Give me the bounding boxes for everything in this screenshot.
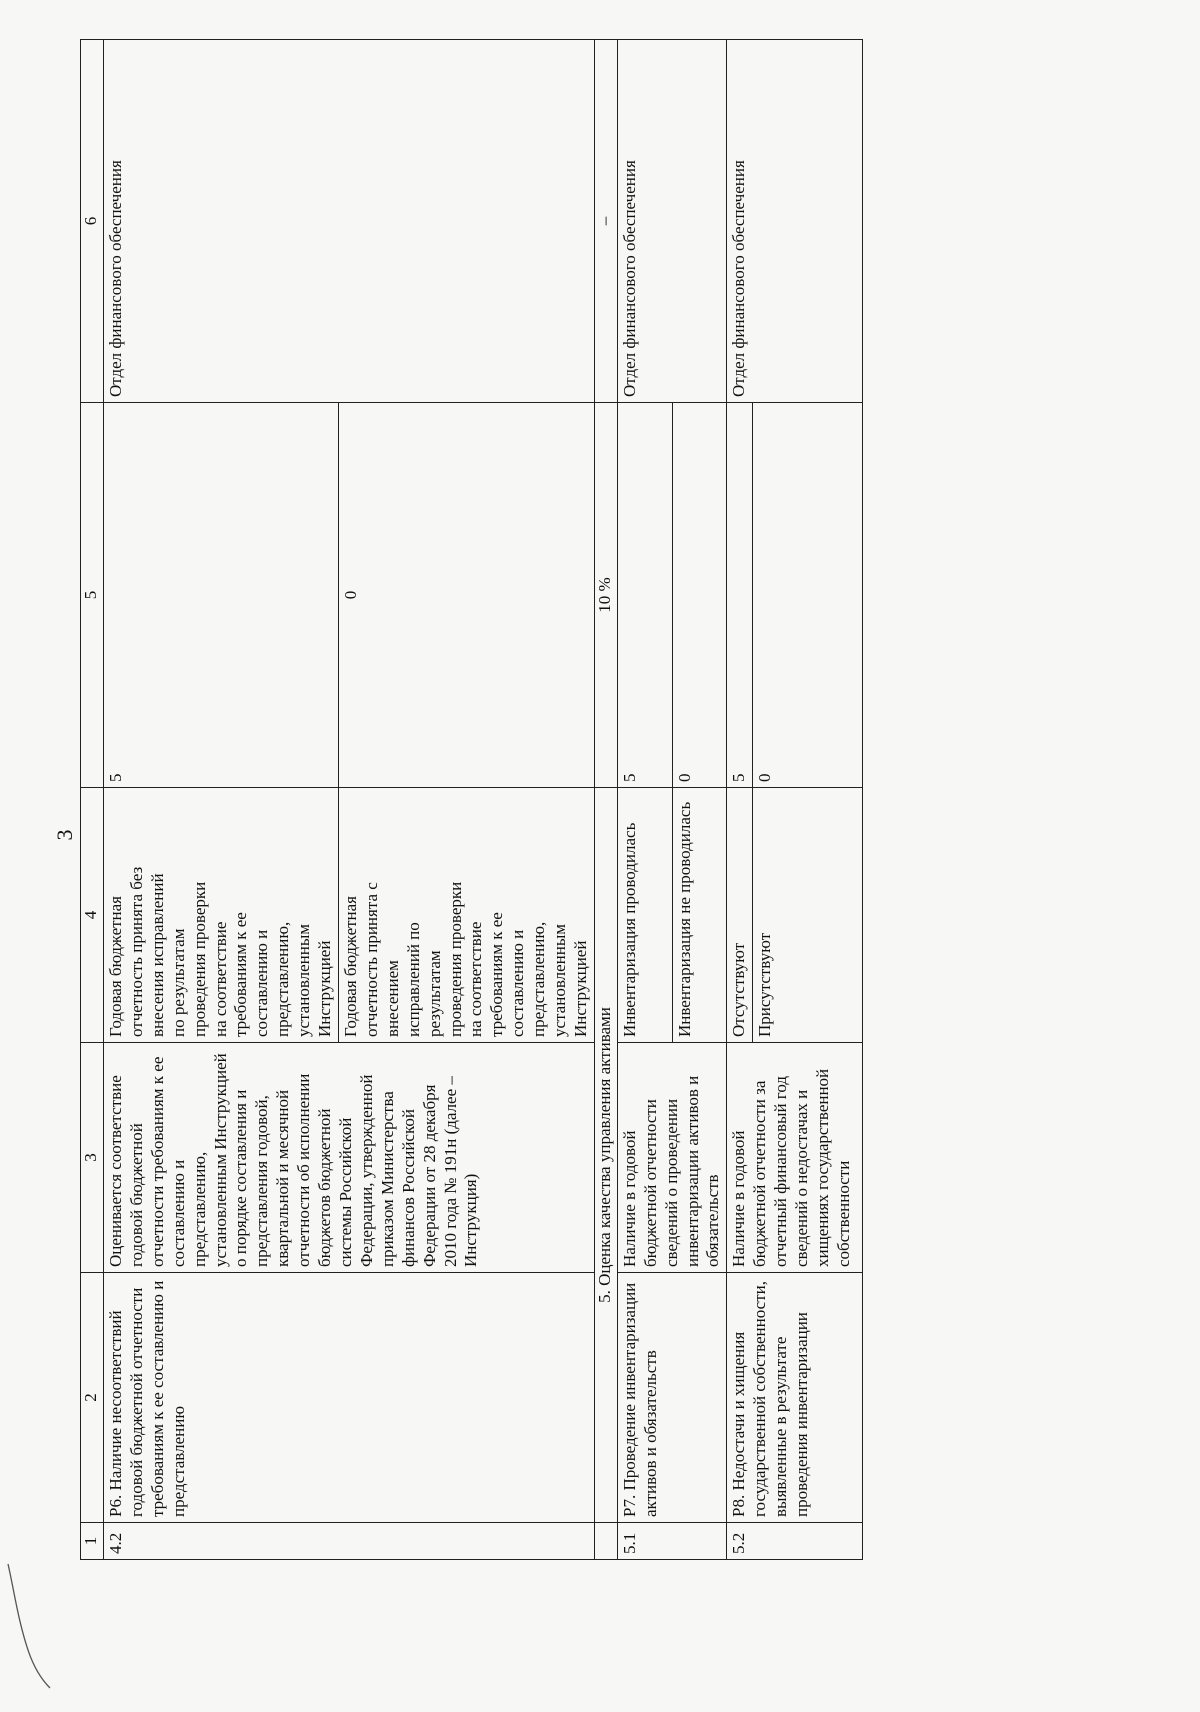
section-title: 5. Оценка качества управления активами	[594, 788, 617, 1523]
responsible-cell: Отдел финансового обеспечения	[617, 40, 727, 403]
section-weight: 10 %	[594, 403, 617, 788]
table-row	[104, 40, 339, 1560]
rotated-document	[80, 40, 1100, 1560]
condition-cell: Инвентаризация проводилась	[617, 788, 672, 1043]
score-cell: 5	[727, 403, 753, 788]
table-header-row	[81, 40, 104, 1560]
page-number: 3	[52, 829, 77, 841]
indicator-cell: Р7. Проведение инвентаризации активов и обязательств	[617, 1273, 727, 1523]
table-row	[727, 40, 753, 1560]
header-col-2: 2	[81, 1273, 104, 1523]
document-frame	[80, 40, 1100, 1560]
responsible-cell: Отдел финансового обеспечения	[104, 40, 595, 403]
score-cell: 5	[104, 403, 339, 788]
indicator-cell: Р6. Наличие несоответствий годовой бюджетной отчетности требованиям к ее составлению и представлению	[104, 1273, 595, 1523]
evaluation-table	[80, 39, 863, 1560]
header-col-4: 4	[81, 788, 104, 1043]
condition-cell: Отсутствуют	[727, 788, 753, 1043]
score-cell: 0	[338, 403, 594, 788]
section-row	[594, 40, 617, 1560]
header-col-1: 1	[81, 1523, 104, 1560]
row-number: 5.1	[617, 1523, 727, 1560]
section-responsible: –	[594, 40, 617, 403]
condition-cell: Присутствуют	[753, 788, 863, 1043]
description-cell: Оценивается соответствие годовой бюджетной отчетности требованиям к ее составлению и представлению, установленным Инструкцией о порядке составления и представления годовой, квартальной и месячной отчетности об исполнении бюджетов бюджетной системы Российской Федерации, утвержденной приказом Министерства финансов Российской Федерации от 28 декабря 2010 года № 191н (далее – Инструкция)	[104, 1043, 595, 1273]
responsible-cell: Отдел финансового обеспечения	[727, 40, 863, 403]
description-cell: Наличие в годовой бюджетной отчетности за отчетный финансовый год сведений о недостачах и хищениях государственной собственности	[727, 1043, 863, 1273]
section-num-cell	[594, 1523, 617, 1560]
header-col-6: 6	[81, 40, 104, 403]
scan-margin-mark	[0, 1560, 60, 1690]
indicator-cell: Р8. Недостачи и хищения государственной собственности, выявленные в результате проведения инвентаризации	[727, 1273, 863, 1523]
row-number: 4.2	[104, 1523, 595, 1560]
score-cell: 0	[753, 403, 863, 788]
score-cell: 0	[672, 403, 727, 788]
condition-cell: Годовая бюджетная отчетность принята с внесением исправлений по результатам проведения проверки на соответствие требованиям к ее составлению и представлению, установленным Инструкцией	[338, 788, 594, 1043]
row-number: 5.2	[727, 1523, 863, 1560]
header-col-5: 5	[81, 403, 104, 788]
table-row	[617, 40, 672, 1560]
description-cell: Наличие в годовой бюджетной отчетности сведений о проведении инвентаризации активов и обязательств	[617, 1043, 727, 1273]
header-col-3: 3	[81, 1043, 104, 1273]
condition-cell: Инвентаризация не проводилась	[672, 788, 727, 1043]
score-cell: 5	[617, 403, 672, 788]
condition-cell: Годовая бюджетная отчетность принята без внесения исправлений по результатам проведения проверки на соответствие требованиям к ее составлению и представлению, установленным Инструкцией	[104, 788, 339, 1043]
